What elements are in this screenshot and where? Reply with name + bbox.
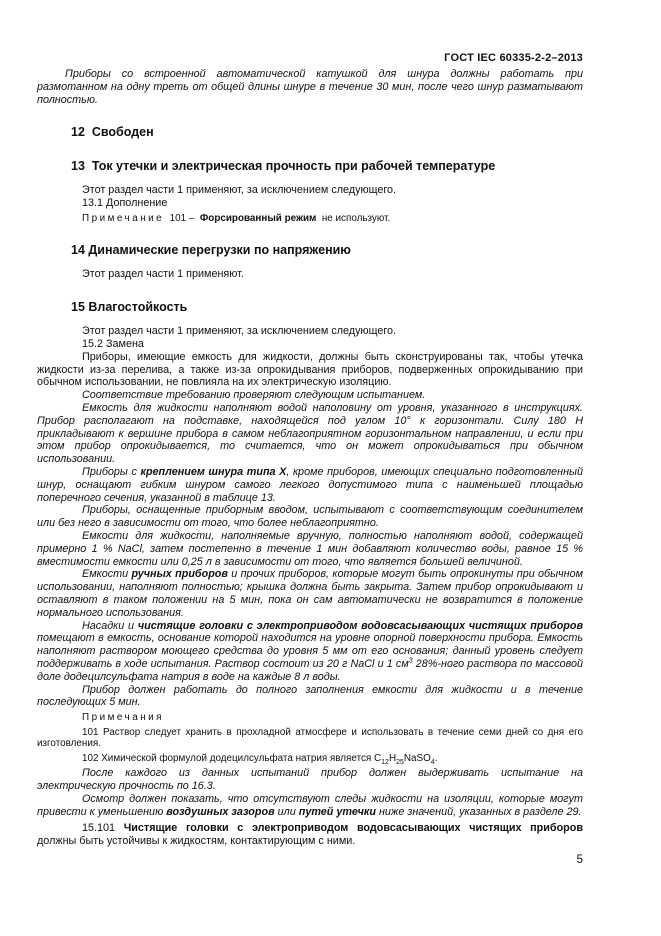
test-paragraph-electric-strength: После каждого из данных испытаний прибор должен выдерживать испытание на электрическую прочность по 16.3. [37,767,583,792]
note-101-section-13: Примечание 101 – Форсированный режим не используют. [82,212,391,224]
compliance-statement: Соответствие требованию проверяют следующим испытанием. [82,389,426,402]
intro-paragraph: Приборы со встроенной автоматической катушкой для шнура должны работать при размотанном на одну треть от общей длины шнуре в течение 30 мин, после чего шнур разматывают полностью. [37,68,583,106]
note-102: 102 Химической формулой додецилсульфата натрия является $C_{12}H_{25}NaSO_4$. [82,752,438,766]
test-paragraph-cleaning-heads: Насадки и чистящие головки с электроприводом водовсасывающих чистящих приборов помещают в емкость, основание которой находится на уровне опорной поверхности прибора. Емкость наполняют раствором моющего средства до уровня 5 мм от его основания; данный уровень следует поддерживать в ходе испытания. Раствор состоит из 20 г NaCl и 1 $см^3$ 28%-ного раствора по массовой доле додецилсульфата натрия в воде на каждые 8 л воды. [37,619,584,683]
section-15-heading: 15 Влагостойкость [71,300,188,315]
section-12-heading: 12 Свободен [71,125,154,140]
test-paragraph-hand-held: Емкости ручных приборов и прочих приборов, которые могут быть опрокинуты при обычном использовании, наполняют полностью; крышка должна быть закрыта. Затем прибор опрокидывают и оставляют в таком положении на 5 мин, пока он сам автоматически не возвратится в положение нормального использования. [37,568,583,619]
section-14-body: Этот раздел части 1 применяют. [82,268,244,281]
document-content [37,68,583,848]
test-paragraph-tank-filling: Емкость для жидкости наполняют водой наполовину от уровня, указанного в инструкциях. Прибор располагают на подставке, находящейся под углом 10° к горизонтали. Силу 180 Н прикладывают к вершине прибора в самом неблагоприятном горизонтальном направлении, и если при этом прибор опрокидывается, то считается, что он может опрокидываться при обычном использовании. [37,402,583,466]
test-paragraph-inspection: Осмотр должен показать, что отсутствуют следы жидкости на изоляции, которые могут привести к уменьшению воздушных зазоров или путей утечки ниже значений, указанных в разделе 29. [37,792,583,818]
clause-15-2-requirement: Приборы, имеющие емкость для жидкости, должны быть сконструированы так, чтобы утечка жидкости из-за перелива, а также из-за опрокидывания приборов, подверженных опрокидыванию при обычном использовании, не повлияла на их электрическую изоляцию. [37,350,583,389]
section-14-heading: 14 Динамические перегрузки по напряжению [71,243,351,258]
section-15-intro: Этот раздел части 1 применяют, за исключением следующего. [82,325,397,338]
section-13-heading: 13 Ток утечки и электрическая прочность при рабочей температуре [71,159,496,174]
clause-15-2: 15.2 Замена [82,338,144,351]
test-paragraph-operation-duration: Прибор должен работать до полного заполнения емкости для жидкости и в течение последующих 5 мин. [37,683,583,709]
section-13-intro: Этот раздел части 1 применяют, за исключением следующего. [82,184,397,197]
clause-13-1: 13.1 Дополнение [82,197,168,210]
note-101: 101 Раствор следует хранить в прохладной атмосфере и использовать в течение семи дней со дня его изготовления. [37,726,583,750]
clause-15-101: 15.101 Чистящие головки с электроприводом водовсасывающих чистящих приборов должны быть устойчивы к жидкостям, контактирующим с ними. [37,822,583,848]
document-header-title: ГОСТ IEC 60335-2-2–2013 [444,52,583,64]
test-paragraph-cord-type-x: Приборы с креплением шнура типа X, кроме приборов, имеющих специально подготовленный шнур, оснащают гибким шнуром самого легкого допустимого типа с наименьшей площадью поперечного сечения, указанной в таблице 13. [37,466,583,504]
notes-heading: Примечания [82,712,165,724]
test-paragraph-manual-filling: Емкости для жидкости, наполняемые вручную, полностью наполняют водой, содержащей примерно 1 % NaCl, затем постепенно в течение 1 мин добавляют количество воды, равное 15 % вместимости емкости или 0,25 л в зависимости от того, что является большей величиной. [37,530,583,568]
test-paragraph-appliance-inlet: Приборы, оснащенные приборным вводом, испытывают с соответствующим соединителем или без него в зависимости от того, что более неблагоприятно. [37,504,583,530]
page-number: 5 [576,854,583,866]
